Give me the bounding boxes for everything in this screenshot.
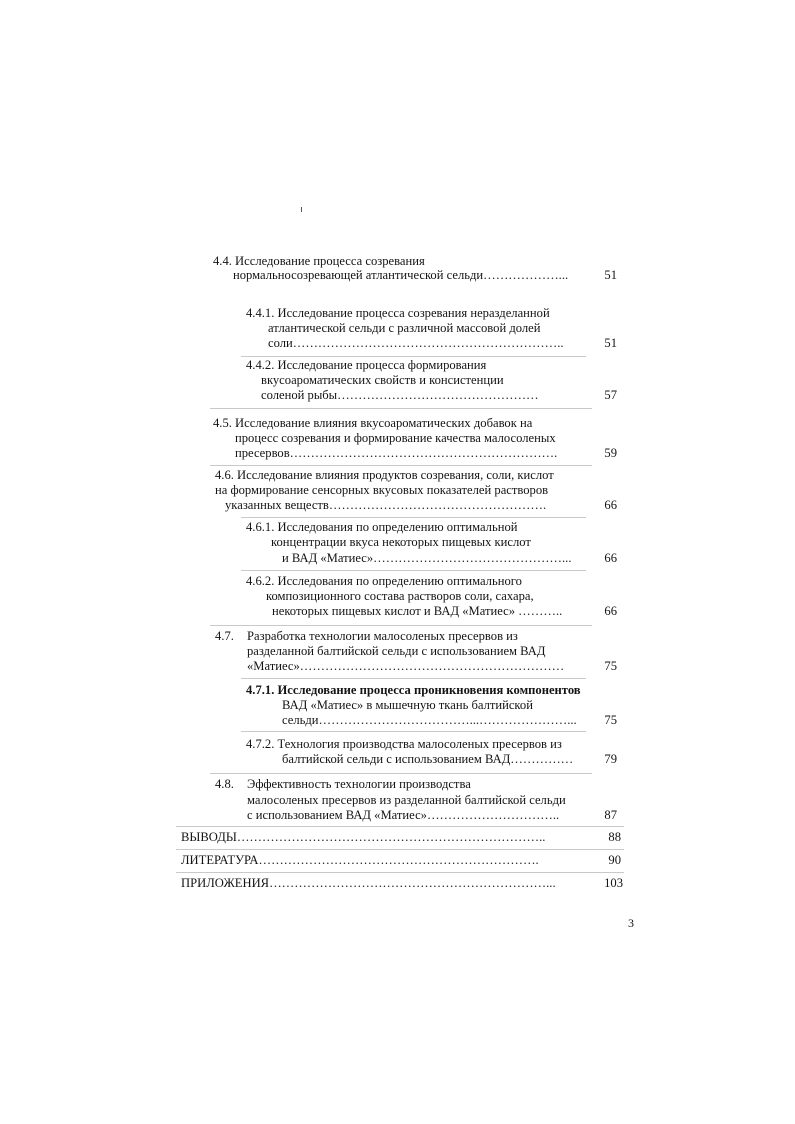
toc-page-number: 103 <box>604 876 623 890</box>
separator-line <box>176 826 624 827</box>
toc-page-number: 66 <box>604 551 617 565</box>
toc-entry-title: ЛИТЕРАТУРА…………………………………………………………. <box>181 853 539 867</box>
toc-entry-title: 4.6. Исследование влияния продуктов созревания, соли, кислот <box>215 468 554 482</box>
toc-page-number: 75 <box>604 713 617 727</box>
separator-line <box>210 625 592 626</box>
toc-entry-title: ПРИЛОЖЕНИЯ…………………………………………………………... <box>181 876 556 890</box>
toc-entry-title: 4.6.2. Исследования по определению оптимального <box>246 574 522 588</box>
toc-page-number: 79 <box>604 752 617 766</box>
toc-entry-number: 4.8. <box>215 777 234 791</box>
toc-entry-title: малосоленых пресервов из разделанной балтийской сельди <box>247 793 566 807</box>
toc-entry-title: 4.4.2. Исследование процесса формирования <box>246 358 487 372</box>
toc-entry-title: концентрации вкуса некоторых пищевых кислот <box>271 535 531 549</box>
separator-line <box>210 773 592 774</box>
separator-line <box>241 570 586 571</box>
separator-line <box>210 408 592 409</box>
toc-entry-title: нормальносозревающей атлантической сельди………………... <box>233 268 569 282</box>
toc-entry-title: Эффективность технологии производства <box>247 777 471 791</box>
toc-page-number: 51 <box>604 336 617 350</box>
toc-page-number: 59 <box>604 446 617 460</box>
toc-page-number: 57 <box>604 388 617 402</box>
toc-entry-title: соли……………………………………………………….. <box>268 336 564 350</box>
toc-entry-title: 4.7.2. Технология производства малосоленых пресервов из <box>246 737 562 751</box>
toc-entry-title: 4.4. Исследование процесса созревания <box>213 254 425 268</box>
separator-line <box>176 849 624 850</box>
toc-entry-title: «Матиес»……………………………………………………… <box>247 659 565 673</box>
toc-entry-title: 4.4.1. Исследование процесса созревания неразделанной <box>246 306 550 320</box>
toc-entry-title: некоторых пищевых кислот и ВАД «Матиес» ……….. <box>272 604 563 618</box>
toc-entry-title: и ВАД «Матиес»………………………………………... <box>282 551 572 565</box>
toc-page-number: 90 <box>608 853 621 867</box>
toc-entry-title: соленой рыбы………………………………………… <box>261 388 539 402</box>
toc-entry-title: процесс созревания и формирование качества малосоленых <box>235 431 556 445</box>
toc-entry-title: ВАД «Матиес» в мышечную ткань балтийской <box>282 698 533 712</box>
toc-entry-number: 4.7. <box>215 629 234 643</box>
toc-page-number: 87 <box>604 808 617 822</box>
toc-entry-title: Разработка технологии малосоленых пресервов из <box>247 629 518 643</box>
toc-entry-title: вкусоароматических свойств и консистенции <box>261 373 504 387</box>
toc-entry-title: пресервов………………………………………………………. <box>235 446 558 460</box>
scan-speck <box>301 207 302 212</box>
separator-line <box>176 872 624 873</box>
toc-page-number: 66 <box>604 604 617 618</box>
toc-entry-title: 4.5. Исследование влияния вкусоароматических добавок на <box>213 416 533 430</box>
separator-line <box>241 678 586 679</box>
toc-entry-title: на формирование сенсорных вкусовых показателей растворов <box>215 483 549 497</box>
toc-entry-title: с использованием ВАД «Матиес»………………………….. <box>247 808 560 822</box>
toc-entry-title: атлантической сельди с различной массовой долей <box>268 321 541 335</box>
toc-entry-title: указанных веществ……………………………………………. <box>225 498 547 512</box>
toc-entry-title: 4.7.1. Исследование процесса проникновения компонентов <box>246 683 581 697</box>
separator-line <box>241 356 586 357</box>
toc-entry-title: ВЫВОДЫ……………………………………………………………….. <box>181 830 546 844</box>
separator-line <box>241 731 586 732</box>
toc-entry-title: балтийской сельди с использованием ВАД…………… <box>282 752 574 766</box>
toc-page-number: 51 <box>604 268 617 282</box>
separator-line <box>241 517 586 518</box>
toc-page-number: 66 <box>604 498 617 512</box>
toc-entry-title: разделанной балтийской сельди с использованием ВАД <box>247 644 546 658</box>
toc-page-number: 75 <box>604 659 617 673</box>
toc-page-number: 88 <box>608 830 621 844</box>
toc-entry-title: сельди………………………………...…………………... <box>282 713 577 727</box>
toc-entry-title: композиционного состава растворов соли, сахара, <box>266 589 534 603</box>
toc-entry-title: 4.6.1. Исследования по определению оптимальной <box>246 520 518 534</box>
separator-line <box>210 465 592 466</box>
page-number: 3 <box>628 916 634 930</box>
